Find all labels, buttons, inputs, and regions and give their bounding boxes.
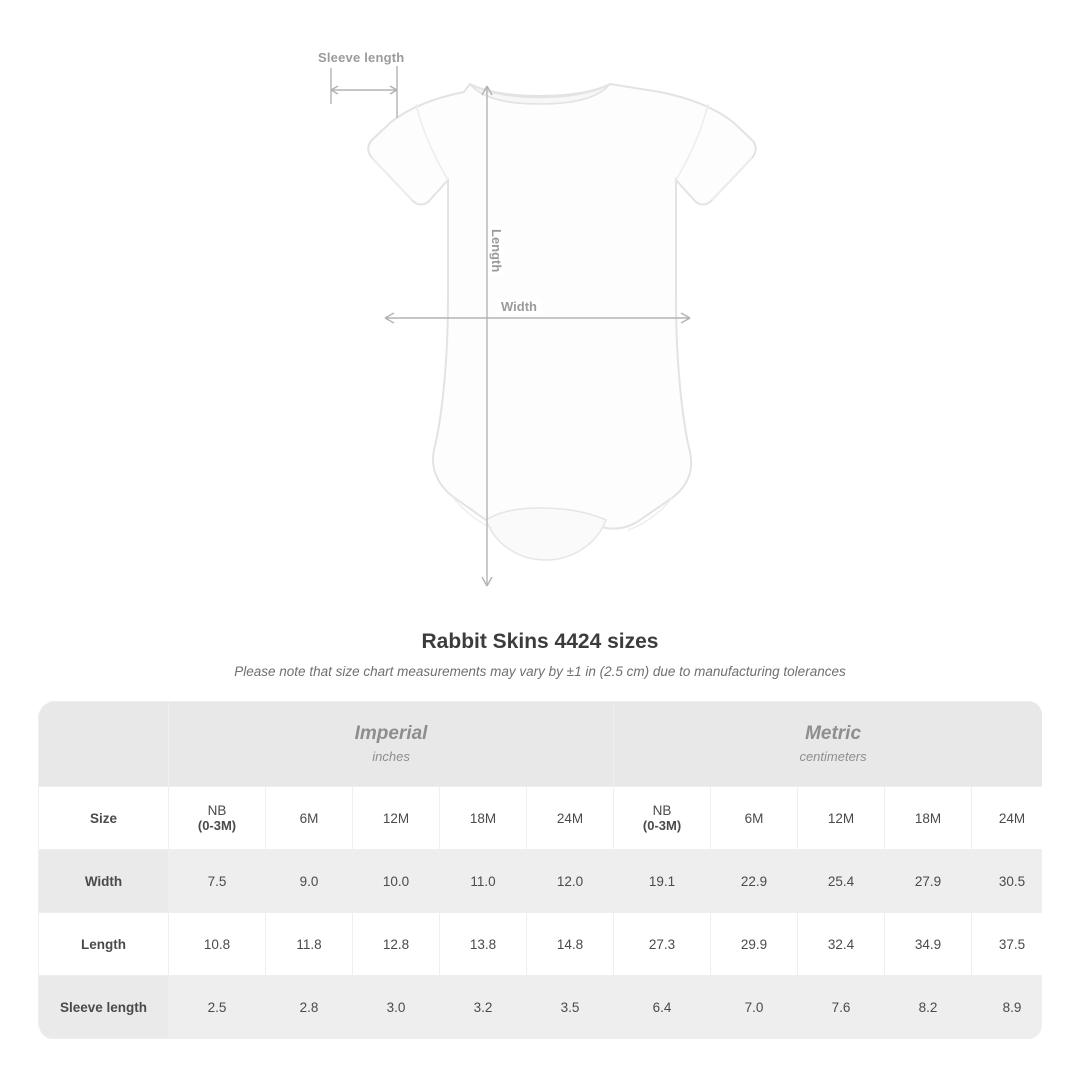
table-row: [39, 850, 1043, 913]
cell-width-12m-in: 10.0: [353, 850, 440, 913]
column-header-24m-imperial: 24M: [527, 787, 614, 850]
length-label: Length: [489, 225, 504, 276]
column-header-18m-metric: 18M: [885, 787, 972, 850]
unit-header-row: [39, 702, 1043, 787]
unit-group-imperial-name: Imperial: [354, 723, 428, 745]
column-header-label: NB: [652, 803, 672, 818]
cell-width-nb-in: 7.5: [169, 850, 266, 913]
size-chart-table: [38, 701, 1042, 1039]
cell-length-12m-cm: 32.4: [798, 913, 885, 976]
size-chart-table-wrapper: [38, 701, 1042, 1039]
column-header-sub: (0-3M): [642, 818, 682, 833]
cell-sleeve-24m-in: 3.5: [527, 976, 614, 1039]
cell-length-nb-cm: 27.3: [614, 913, 711, 976]
cell-length-18m-in: 13.8: [440, 913, 527, 976]
cell-sleeve-24m-cm: 8.9: [972, 976, 1042, 1039]
cell-length-24m-in: 14.8: [527, 913, 614, 976]
cell-width-6m-in: 9.0: [266, 850, 353, 913]
column-header-6m-imperial: 6M: [266, 787, 353, 850]
cell-width-24m-in: 12.0: [527, 850, 614, 913]
cell-sleeve-18m-cm: 8.2: [885, 976, 972, 1039]
cell-length-12m-in: 12.8: [353, 913, 440, 976]
cell-length-6m-cm: 29.9: [711, 913, 798, 976]
cell-width-12m-cm: 25.4: [798, 850, 885, 913]
column-header-18m-imperial: 18M: [440, 787, 527, 850]
cell-length-nb-in: 10.8: [169, 913, 266, 976]
unit-group-imperial: [169, 702, 614, 787]
cell-sleeve-nb-cm: 6.4: [614, 976, 711, 1039]
cell-width-18m-cm: 27.9: [885, 850, 972, 913]
cell-sleeve-nb-in: 2.5: [169, 976, 266, 1039]
cell-sleeve-18m-in: 3.2: [440, 976, 527, 1039]
column-header-24m-metric: 24M: [972, 787, 1042, 850]
column-header-sub: (0-3M): [197, 818, 237, 833]
table-row: [39, 976, 1043, 1039]
cell-length-18m-cm: 34.9: [885, 913, 972, 976]
cell-length-6m-in: 11.8: [266, 913, 353, 976]
unit-group-metric-sub: centimeters: [799, 749, 867, 765]
column-header-nb-metric: [614, 787, 711, 850]
bodysuit-shape: [368, 84, 756, 560]
width-label: Width: [497, 299, 541, 314]
column-header-12m-metric: 12M: [798, 787, 885, 850]
row-header-length: Length: [39, 913, 169, 976]
page-title: Rabbit Skins 4424 sizes: [421, 630, 659, 653]
row-header-width: Width: [39, 850, 169, 913]
title-block: [0, 630, 1080, 679]
unit-header-corner: [39, 702, 169, 787]
column-header-6m-metric: 6M: [711, 787, 798, 850]
cell-width-18m-in: 11.0: [440, 850, 527, 913]
cell-length-24m-cm: 37.5: [972, 913, 1042, 976]
cell-sleeve-6m-in: 2.8: [266, 976, 353, 1039]
unit-group-imperial-sub: inches: [372, 749, 410, 765]
column-header-12m-imperial: 12M: [353, 787, 440, 850]
measurement-note: Please note that size chart measurements may vary by ±1 in (2.5 cm) due to manufacturing tolerances: [234, 664, 846, 679]
sleeve-length-label: Sleeve length: [318, 50, 405, 65]
cell-width-6m-cm: 22.9: [711, 850, 798, 913]
table-row: [39, 913, 1043, 976]
column-header-label: NB: [207, 803, 227, 818]
cell-sleeve-6m-cm: 7.0: [711, 976, 798, 1039]
size-header-label: Size: [39, 787, 169, 850]
unit-group-metric-name: Metric: [805, 723, 862, 745]
cell-sleeve-12m-cm: 7.6: [798, 976, 885, 1039]
column-header-nb-imperial: [169, 787, 266, 850]
cell-width-24m-cm: 30.5: [972, 850, 1042, 913]
size-header-row: [39, 787, 1043, 850]
cell-width-nb-cm: 19.1: [614, 850, 711, 913]
row-header-sleeve-length: Sleeve length: [39, 976, 169, 1039]
cell-sleeve-12m-in: 3.0: [353, 976, 440, 1039]
unit-group-metric: [614, 702, 1042, 787]
